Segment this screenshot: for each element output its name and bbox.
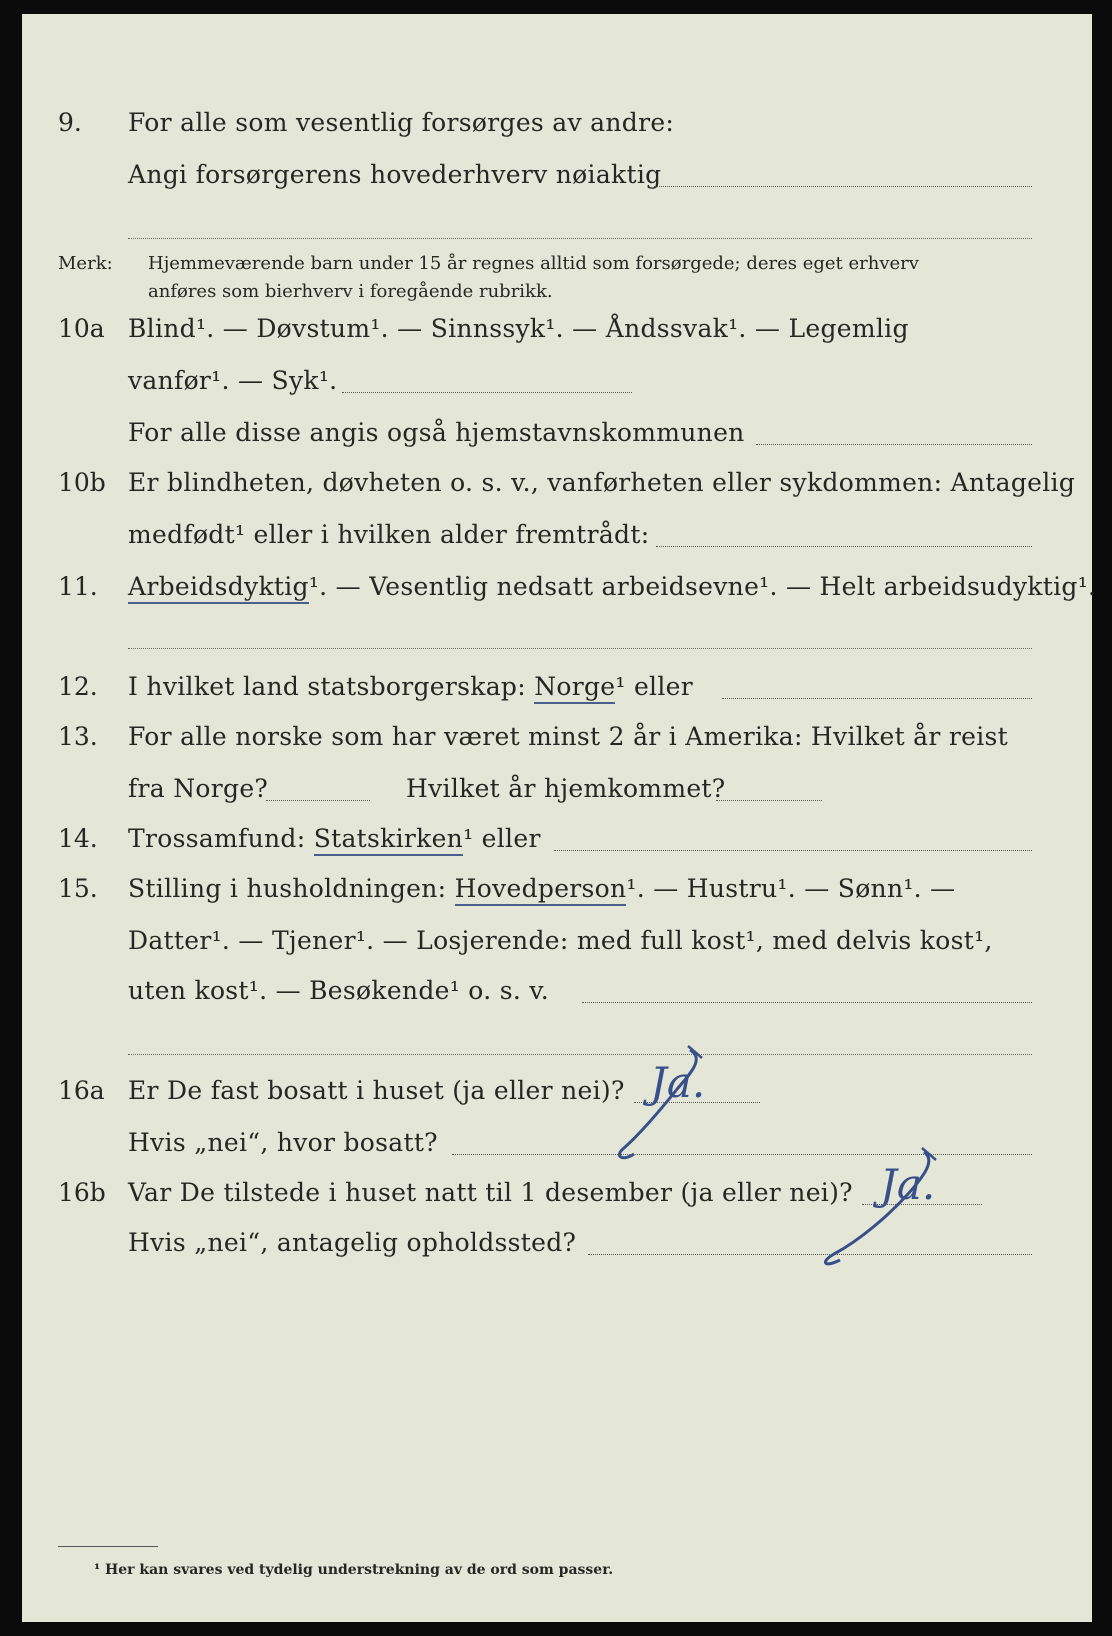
q15-underlined-answer: Hovedperson <box>455 874 627 906</box>
q14-answer-line <box>554 850 1032 851</box>
q12-after: ¹ eller <box>615 672 693 701</box>
q12-underlined-answer: Norge <box>534 672 615 704</box>
q16a-line2: Hvis „nei“, hvor bosatt? <box>128 1128 438 1157</box>
q15-separator <box>128 1054 1032 1055</box>
q10b-line2: medfødt¹ eller i hvilken alder fremtrådt: <box>128 520 650 549</box>
merk-label: Merk: <box>58 253 113 274</box>
q10b-answer-line <box>656 546 1032 547</box>
q13-reist-line <box>266 800 370 801</box>
q16b-line1: Var De tilstede i huset natt til 1 desember (ja eller nei)? <box>128 1178 853 1207</box>
q9-separator <box>128 238 1032 239</box>
footnote-rule <box>58 1546 158 1547</box>
q15-line1 <box>128 874 955 904</box>
q16b-handwritten-answer: Ja. <box>880 1160 936 1209</box>
q14-text <box>128 824 541 854</box>
merk-line1: Hjemmeværende barn under 15 år regnes alltid som forsørgede; deres eget erhverv <box>148 253 919 274</box>
q13-line1: For alle norske som har været minst 2 år i Amerika: Hvilket år reist <box>128 722 1009 751</box>
q10a-line3: For alle disse angis også hjemstavnskommunen <box>128 418 745 447</box>
q15-number: 15. <box>58 874 98 903</box>
q10a-syk-line <box>342 392 632 393</box>
q11-number: 11. <box>58 572 98 601</box>
q15-after: ¹. — Hustru¹. — Sønn¹. — <box>626 874 956 903</box>
q14-before: Trossamfund: <box>128 824 314 853</box>
q14-number: 14. <box>58 824 98 853</box>
q13-line2a: fra Norge? <box>128 774 269 803</box>
footnote: ¹ Her kan svares ved tydelig understrekning av de ord som passer. <box>94 1562 614 1578</box>
q9-number: 9. <box>58 108 82 137</box>
q16a-line1: Er De fast bosatt i huset (ja eller nei)? <box>128 1076 625 1105</box>
q16a-number: 16a <box>58 1076 105 1105</box>
q16b-opholdssted-line <box>588 1254 1032 1255</box>
q16a-handwritten-stroke <box>612 1044 742 1164</box>
q10b-line1: Er blindheten, døvheten o. s. v., vanførheten eller sykdommen: Antagelig <box>128 468 1076 497</box>
q14-after: ¹ eller <box>463 824 541 853</box>
q15-line3: uten kost¹. — Besøkende¹ o. s. v. <box>128 976 550 1005</box>
q10a-kommune-line <box>756 444 1032 445</box>
q15-line2: Datter¹. — Tjener¹. — Losjerende: med full kost¹, med delvis kost¹, <box>128 926 993 955</box>
q12-number: 12. <box>58 672 98 701</box>
q10a-number: 10a <box>58 314 105 343</box>
q15-before: Stilling i husholdningen: <box>128 874 455 903</box>
q16b-handwritten-stroke <box>812 1148 952 1268</box>
q11-rest: ¹. — Vesentlig nedsatt arbeidsevne¹. — Helt arbeidsudyktig¹. <box>308 572 1097 601</box>
q9-line2: Angi forsørgerens hovederhverv nøiaktig <box>128 160 662 189</box>
q9-line1: For alle som vesentlig forsørges av andre: <box>128 108 675 137</box>
q11-text <box>128 572 1096 602</box>
q16a-handwritten-answer: Ja. <box>650 1058 706 1107</box>
q16b-line2: Hvis „nei“, antagelig opholdssted? <box>128 1228 577 1257</box>
q13-hjemkommet-line <box>716 800 822 801</box>
q13-line2b: Hvilket år hjemkommet? <box>406 774 726 803</box>
q12-answer-line <box>722 698 1032 699</box>
q16b-number: 16b <box>58 1178 106 1207</box>
q9-answer-line <box>654 186 1032 187</box>
q10a-line1: Blind¹. — Døvstum¹. — Sinnssyk¹. — Åndssvak¹. — Legemlig <box>128 314 909 343</box>
q14-underlined-answer: Statskirken <box>314 824 463 856</box>
q13-number: 13. <box>58 722 98 751</box>
q12-before: I hvilket land statsborgerskap: <box>128 672 535 701</box>
q10b-number: 10b <box>58 468 106 497</box>
q15-answer-line <box>582 1002 1032 1003</box>
q11-separator <box>128 648 1032 649</box>
merk-line2: anføres som bierhverv i foregående rubrikk. <box>148 281 553 302</box>
q12-text <box>128 672 693 702</box>
q11-underlined-answer: Arbeidsdyktig <box>128 572 309 604</box>
q10a-line2: vanfør¹. — Syk¹. <box>128 366 338 395</box>
census-form-page <box>22 14 1097 1622</box>
